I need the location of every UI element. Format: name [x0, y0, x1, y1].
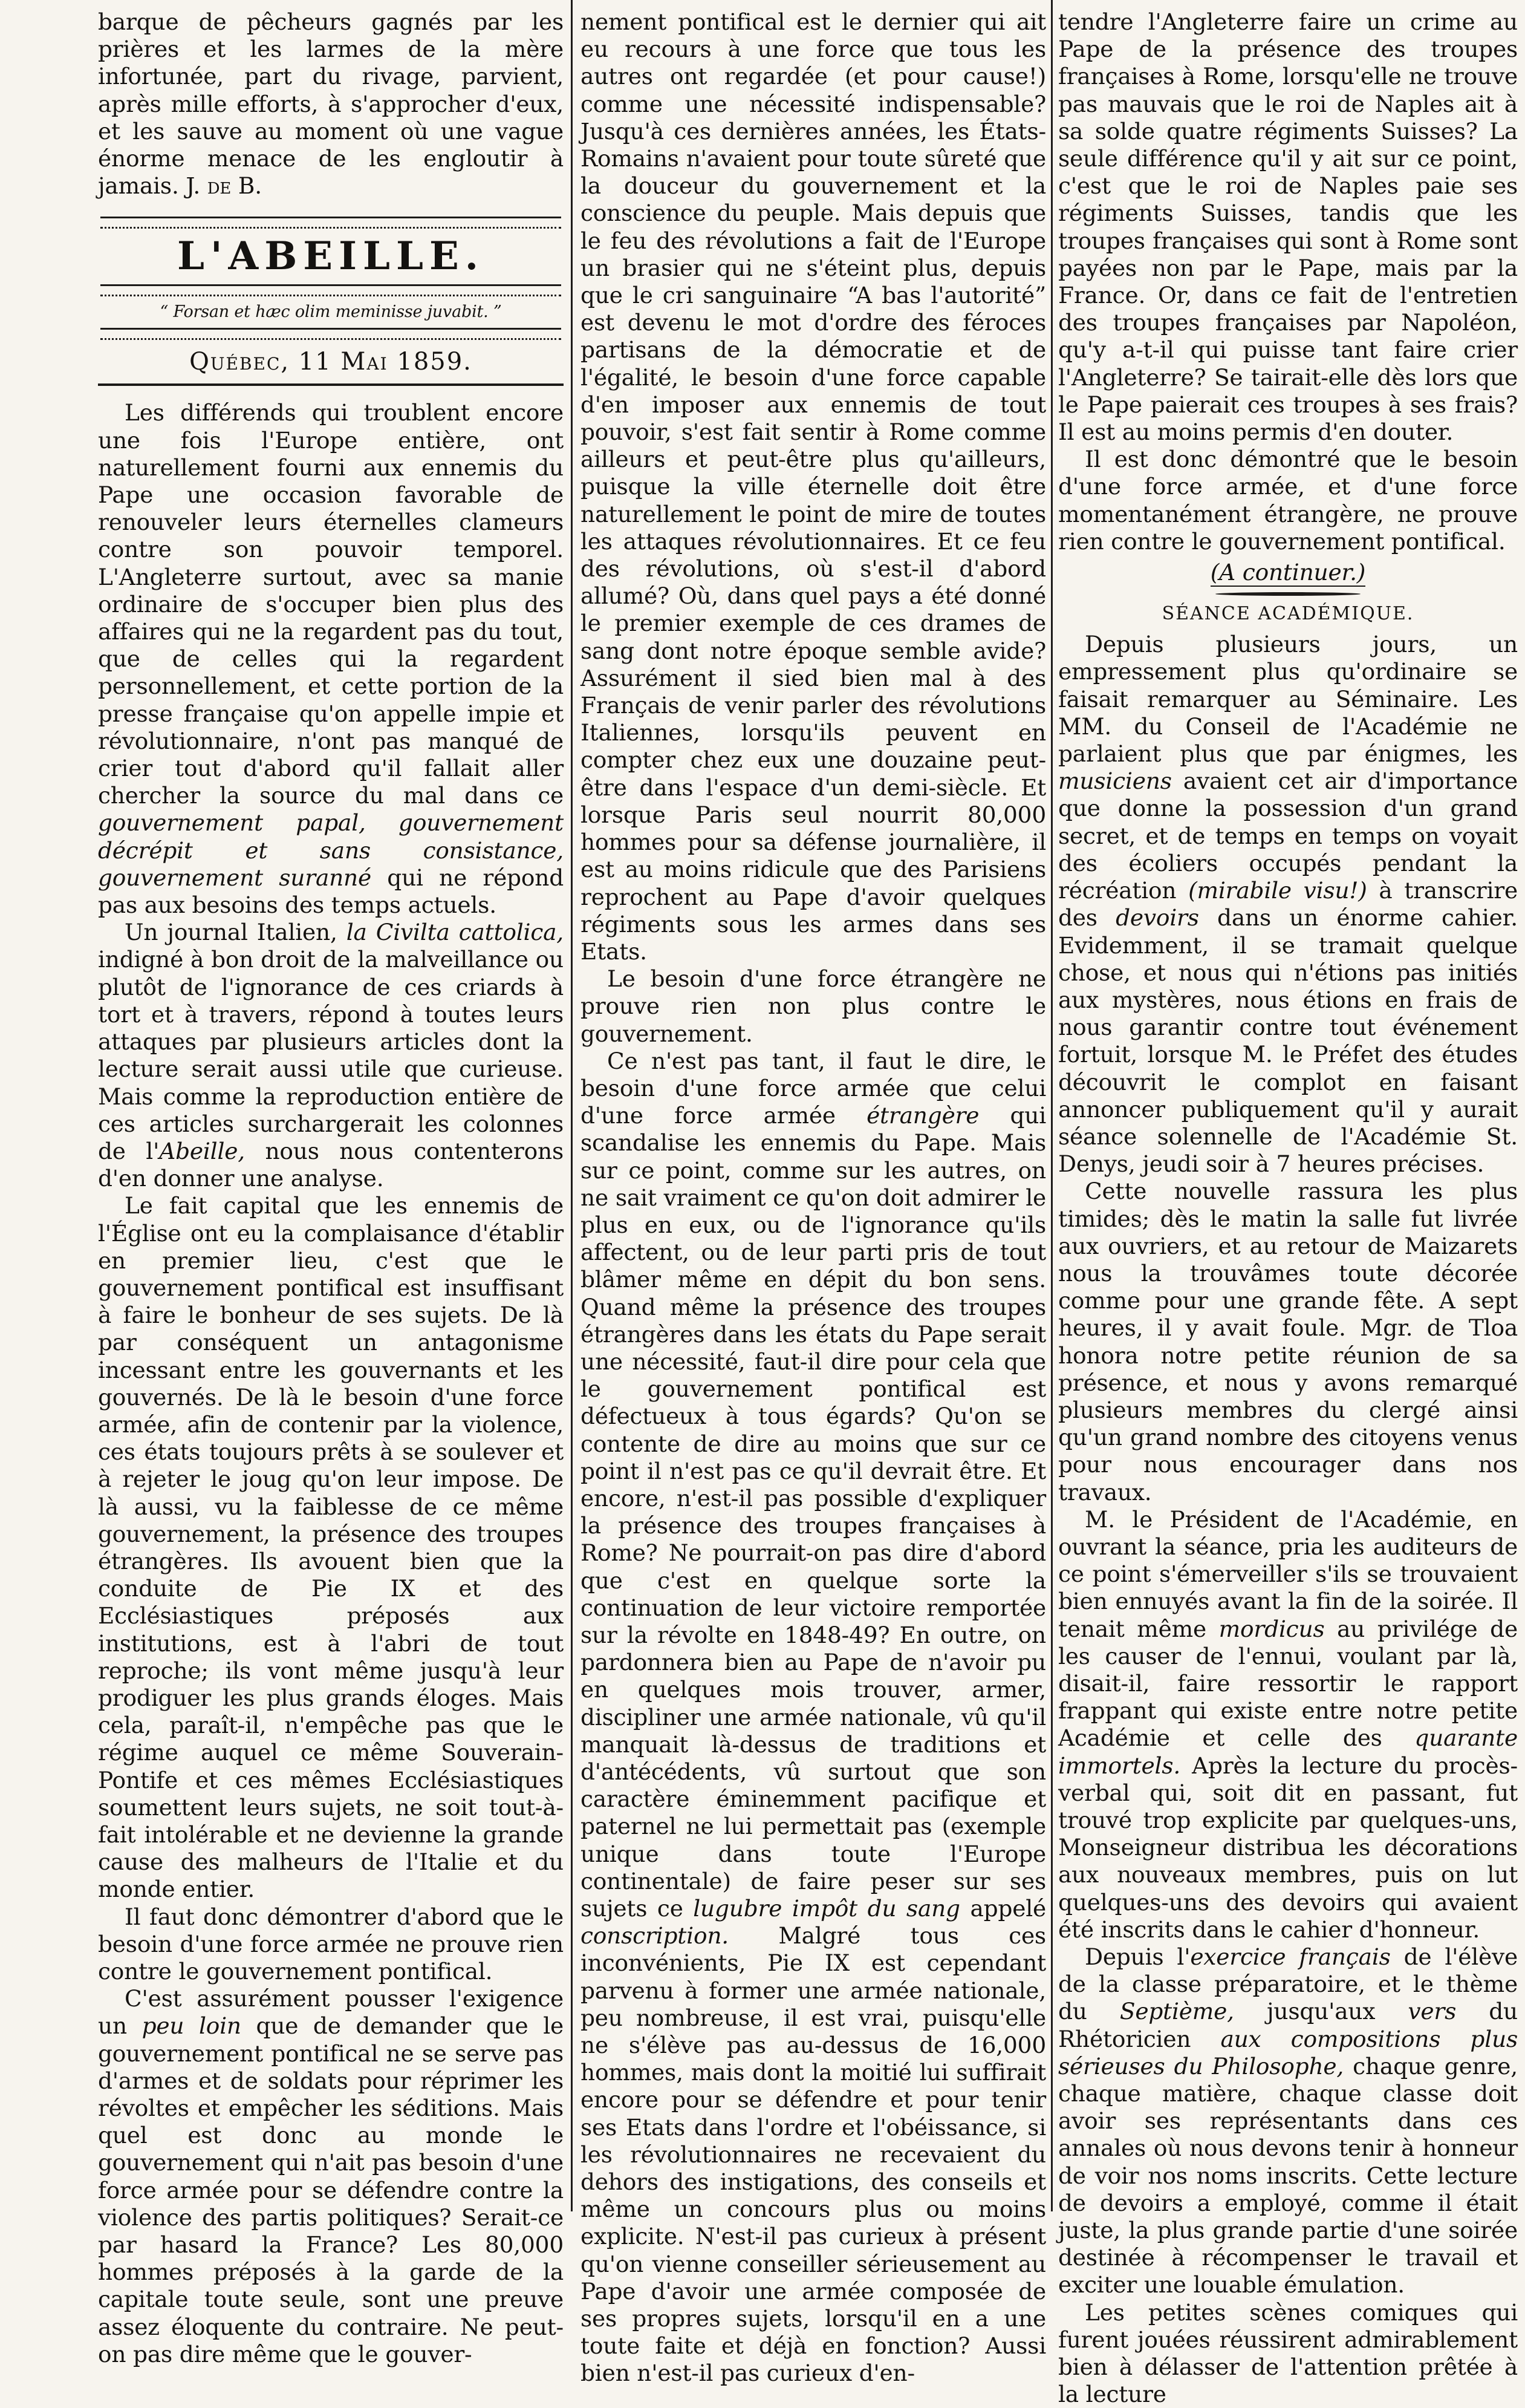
article-paragraph: Cette nouvelle rassura les plus timides; dès le matin la salle fut livrée aux ouvriers, et au retour de Maizarets nous la trouvâmes toute décorée comme pour une grande fête. A sept heures, il y avait foule. Mgr. de Tloa honora notre petite réunion de sa présence, et nous y avons remarqué plusieurs membres du clergé ainsi qu'un grand nombre des citoyens venus pour nous encourager dans nos travaux. [1058, 1178, 1518, 1506]
column-1 [98, 8, 564, 2367]
newspaper-title: L'ABEILLE. [177, 233, 485, 279]
article-paragraph: C'est assurément pousser l'exigence un peu loin que de demander que le gouvernement pontifical ne se serve pas d'armes et de soldats pour réprimer les révoltes et empêcher les séditions. Mais quel est donc au monde le gouvernement qui n'ait pas besoin d'une force armée pour se défendre contre la violence des partis politiques? Serait-ce par hasard la France? Les 80,000 hommes préposés à la garde de la capitale toute seule, sont une preuve assez éloquente du contraire. Ne peut-on pas dire même que le gouver- [98, 1985, 564, 2367]
article-paragraph: Le besoin d'une force étrangère ne prouve rien non plus contre le gouvernement. [580, 965, 1046, 1047]
motto: “ Forsan et hæc olim meminisse juvabit. ” [160, 302, 502, 322]
column-2 [580, 8, 1046, 2387]
article-paragraph: Depuis plusieurs jours, un empressement plus qu'ordinaire se faisait remarquer au Séminaire. Les MM. du Conseil de l'Académie ne parlaient plus que par énigmes, les musiciens avaient cet air d'importance que donne la possession d'un grand secret, et de temps en temps on voyait des écoliers occupés pendant la récréation (mirabile visu!) à transcrire des devoirs dans un énorme cahier. Evidemment, il se tramait quelque chose, et nous qui n'étions pas initiés aux mystères, nous étions en frais de nous garantir contre tout événement fortuit, lorsque M. le Préfet des études découvrit le complot en faisant annoncer publiquement qu'il y aurait séance solennelle de l'Académie St. Denys, jeudi soir à 7 heures précises. [1058, 631, 1518, 1178]
article-paragraph: Le fait capital que les ennemis de l'Église ont eu la complaisance d'établir en premier lieu, c'est que le gouvernement pontifical est insuffisant à faire le bonheur de ses sujets. De là par conséquent un antagonisme incessant entre les gouvernants et les gouvernés. De là le besoin d'une force armée, afin de contenir par la violence, ces états toujours prêts à se soulever et à rejeter le joug qu'on leur impose. De là aussi, vu la faiblesse de ce même gouvernement, la présence des troupes étrangères. Ils avouent bien que la conduite de Pie IX et des Ecclésiastiques préposés aux institutions, est à l'abri de tout reproche; ils vont même jusqu'à leur prodiguer les plus grands éloges. Mais cela, paraît-il, n'empêche pas que le régime auquel ce même Souverain-Pontife et ces mêmes Ecclésiastiques soumettent leurs sujets, ne soit tout-à-fait intolérable et ne devienne la grande cause des malheurs de l'Italie et du monde entier. [98, 1192, 564, 1903]
article-paragraph: Ce n'est pas tant, il faut le dire, le besoin d'une force armée que celui d'une force armée étrangère qui scandalise les ennemis du Pape. Mais sur ce point, comme sur les autres, on ne sait vraiment ce qu'on doit admirer le plus en eux, ou de l'ignorance qu'ils affectent, ou de leur parti pris de tout blâmer même en dépit du bon sens. Quand même la présence des troupes étrangères dans les états du Pape serait une nécessité, faut-il dire pour cela que le gouvernement pontifical est défectueux à tous égards? Qu'on se contente de dire au moins que sur ce point il n'est pas ce qu'il devrait être. Et encore, n'est-il pas possible d'expliquer la présence des troupes françaises à Rome? Ne pourrait-on pas dire d'abord que c'est en quelque sorte la continuation de leur victoire remportée sur la révolte en 1848-49? En outre, on pardonnera bien au Pape de n'avoir pu en quelques mois trouver, armer, discipliner une armée nationale, vû qu'il manquait là-dessus de traditions et d'antécédents, vû surtout que son caractère éminemment pacifique et paternel ne lui permettait pas (exemple unique dans toute l'Europe continentale) de faire peser sur ses sujets ce lugubre impôt du sang appelé conscription. Malgré tous ces inconvénients, Pie IX est cependant parvenu à former une armée nationale, peu nombreuse, il est vrai, puisqu'elle ne s'élève pas au-dessus de 16,000 hommes, mais dont la moitié lui suffirait encore pour se défendre et pour tenir ses Etats dans l'ordre et l'obéissance, si les révolutionnaires ne recevaient du dehors des instigations, des conseils et même un concours plus ou moins explicite. N'est-il pas curieux à présent qu'on vienne conseiller sérieusement au Pape d'avoir une armée composée de ses propres sujets, lorsqu'il en a une toute faite et déjà en fonction? Aussi bien n'est-il pas curieux d'en- [580, 1047, 1046, 2387]
ornament-rule [100, 217, 561, 229]
section-divider [1215, 592, 1361, 596]
column-rule [571, 0, 573, 2211]
article-paragraph: nement pontifical est le dernier qui ait eu recours à une force que tous les autres ont regardée (et pour cause!) comme une nécessité indispensable? Jusqu'à ces dernières années, les États-Romains n'avaient pour toute sûreté que la douceur du gouvernement et la conscience du peuple. Mais depuis que le feu des révolutions a fait de l'Europe un brasier qui ne s'éteint plus, depuis que le cri sanguinaire “A bas l'autorité” est devenu le mot d'ordre des féroces partisans de la démocratie et de l'égalité, le besoin d'une force capable d'en imposer aux ennemis de tout pouvoir, s'est fait sentir à Rome comme ailleurs et peut-être plus qu'ailleurs, puisque la ville éternelle doit être naturellement le point de mire de toutes les attaques révolutionnaires. Et ce feu des révolutions, où s'est-il d'abord allumé? Où, dans quel pays a été donné le premier exemple de ces drames de sang dont notre époque semble avide? Assurément il sied bien mal à des Français de venir parler des révolutions Italiennes, lorsqu'ils peuvent en compter chez eux une douzaine peut-être dans l'espace d'un demi-siècle. Et lorsque Paris seul nourrit 80,000 hommes pour sa défense journalière, il est au moins ridicule que des Parisiens reprochent au Pape d'avoir quelques régiments sous les armes dans ses Etats. [580, 8, 1046, 965]
article-paragraph: Les petites scènes comiques qui furent jouées réussirent admirablement bien à délasser de l'attention prêtée à la lecture [1058, 2299, 1518, 2408]
article-paragraph: M. le Président de l'Académie, en ouvrant la séance, pria les auditeurs de ce point s'émerveiller s'ils se trouvaient bien ennuyés avant la fin de la soirée. Il tenait même mordicus au privilége de les causer de l'ennui, voulant par là, disait-il, faire ressortir le rapport frappant qui existe entre notre petite Académie et celle des quarante immortels. Après la lecture du procès-verbal qui, soit dit en passant, fut trouvé trop explicite par quelques-uns, Monseigneur distribua les décorations aux nouveaux membres, puis on lut quelques-uns des devoirs qui avaient été inscrits dans le cahier d'honneur. [1058, 1506, 1518, 1943]
ornament-rule [100, 284, 561, 296]
masthead [98, 217, 564, 386]
to-be-continued: (A continuer.) [1210, 559, 1366, 586]
column-3 [1058, 8, 1518, 2408]
article-paragraph: Il faut donc démontrer d'abord que le besoin d'une force armée ne prouve rien contre le gouvernement pontifical. [98, 1903, 564, 1985]
article-paragraph: Il est donc démontré que le besoin d'une force armée, et d'une force momentanément étrangère, ne prouve rien contre le gouvernement pontifical. [1058, 446, 1518, 555]
dateline-rule [98, 383, 564, 386]
signature: J. de B. [186, 172, 262, 200]
dateline: Québec, 11 Mai 1859. [189, 348, 472, 376]
article-paragraph: tendre l'Angleterre faire un crime au Pape de la présence des troupes françaises à Rome, lorsqu'elle ne trouve pas mauvais que le roi de Naples ait à sa solde quatre régiments Suisses? La seule différence qu'il y ait sur ce point, c'est que le roi de Naples paie ses régiments Suisses, tandis que les troupes françaises qui sont à Rome sont payées non par le Pape, mais par la France. Or, dans ce fait de l'entretien des troupes françaises par Napoléon, qu'y a-t-il qui puisse tant faire crier l'Angleterre? Se tairait-elle dès lors que le Pape paierait ces troupes à ses frais? Il est au moins permis d'en douter. [1058, 8, 1518, 446]
column-rule [1051, 0, 1053, 2211]
article-paragraph: Depuis l'exercice français de l'élève de la classe préparatoire, et le thème du Septième, jusqu'aux vers du Rhétoricien aux compositions plus sérieuses du Philosophe, chaque genre, chaque matière, chaque classe doit avoir ses représentants dans ces annales où nous devons tenir à honneur de voir nos noms inscrits. Cette lecture de devoirs a employé, comme il était juste, la plus grande partie d'une soirée destinée à récompenser le travail et exciter une louable émulation. [1058, 1943, 1518, 2299]
story-ending: barque de pêcheurs gagnés par les prières et les larmes de la mère infortunée, part du rivage, parvient, après mille efforts, à s'approcher d'eux, et les sauve au moment où une vague énorme menace de les engloutir à jamais. J. de B. [98, 8, 564, 200]
article-paragraph: Les différends qui troublent encore une fois l'Europe entière, ont naturellement fourni aux ennemis du Pape une occasion favorable de renouveler leurs éternelles clameurs contre son pouvoir temporel. L'Angleterre surtout, avec sa manie ordinaire de s'occuper bien plus des affaires qui ne la regardent pas du tout, que de celles qui la regardent personnellement, et cette portion de la presse française qu'on appelle impie et révolutionnaire, n'ont pas manqué de crier tout d'abord qu'il fallait aller chercher la source du mal dans ce gouvernement papal, gouvernement décrépit et sans consistance, gouvernement suranné qui ne répond pas aux besoins des temps actuels. [98, 399, 564, 919]
section-title: SÉANCE ACADÉMIQUE. [1162, 603, 1414, 625]
ornament-rule [100, 328, 561, 340]
article-paragraph: Un journal Italien, la Civilta cattolica, indigné à bon droit de la malveillance ou plutôt de l'ignorance de ces criards à tort et à travers, répond à toutes leurs attaques par plusieurs articles dont la lecture serait aussi utile que curieuse. Mais comme la reproduction entière de ces articles surchargerait les colonnes de l'Abeille, nous nous contenterons d'en donner une analyse. [98, 919, 564, 1192]
